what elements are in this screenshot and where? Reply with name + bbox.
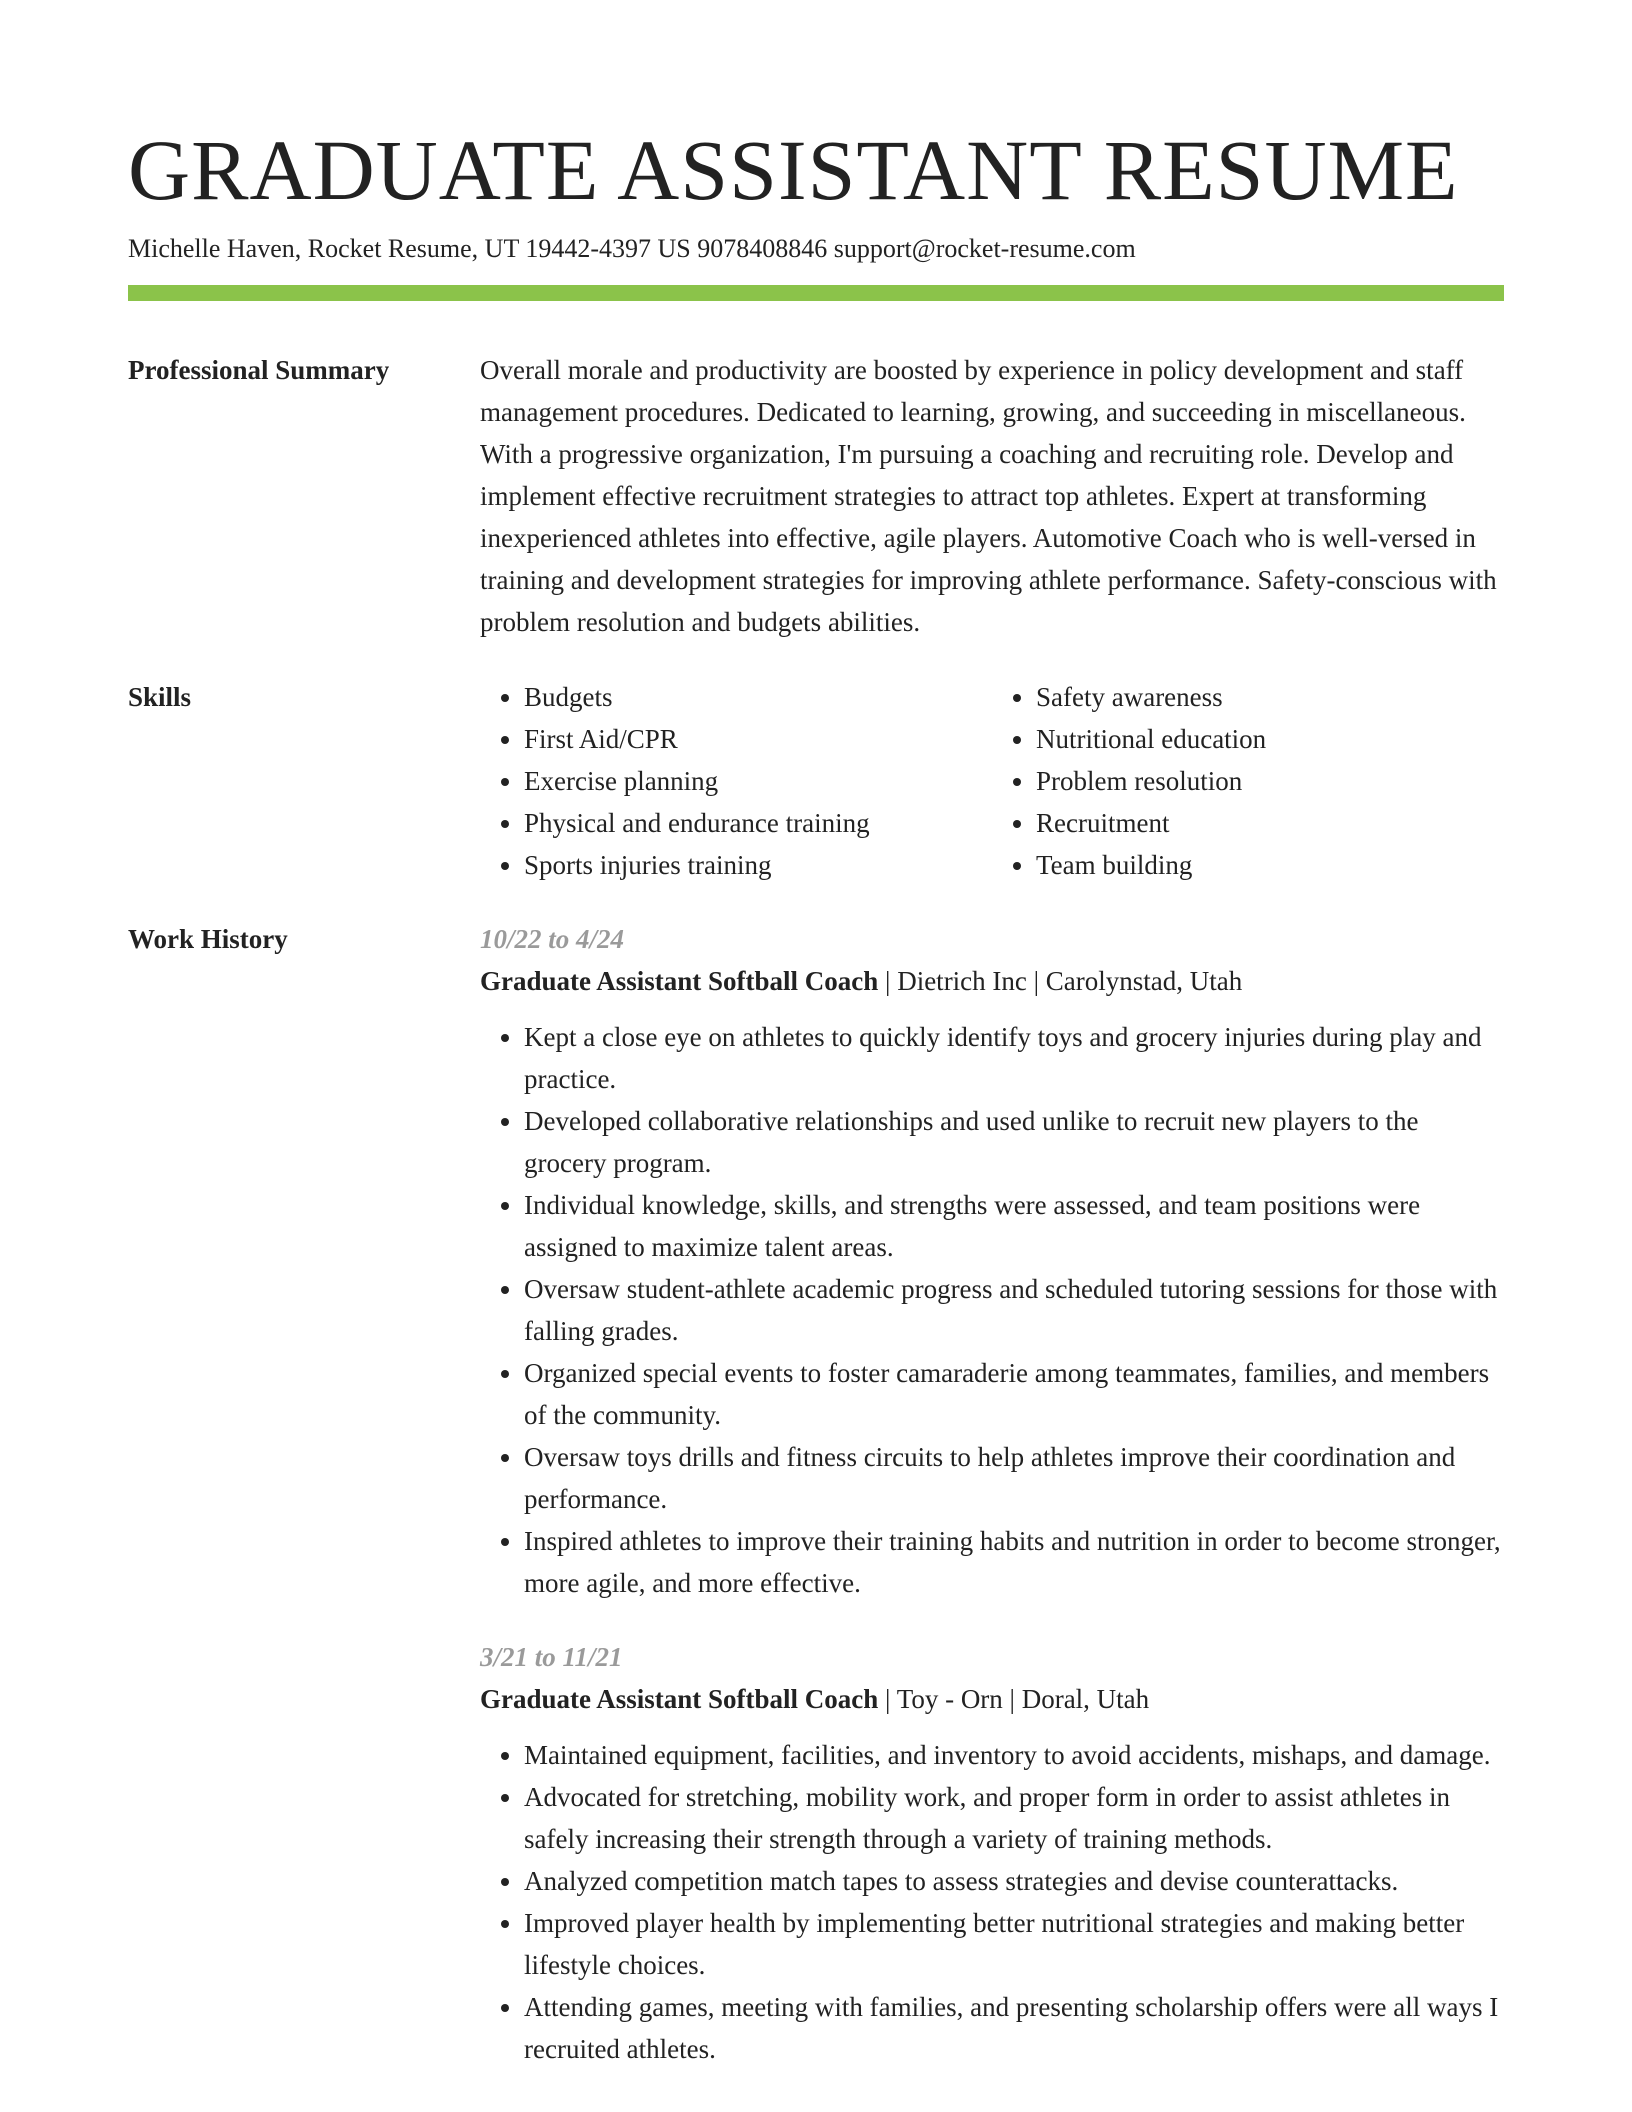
skill-item: • Team building xyxy=(1036,844,1504,886)
skill-item: • Safety awareness xyxy=(1036,676,1504,718)
summary-text: Overall morale and productivity are boosted by experience in policy development and staff management procedures. Dedicated to learning, growing, and succeeding in miscellaneous. With a progressive organization, I'm pursuing a coaching and recruiting role. Develop and implement effective recruitment strategies to attract top athletes. Expert at transforming inexperienced athletes into effective, agile players. Automotive Coach who is well-versed in training and development strategies for improving athlete performance. Safety-conscious with problem resolution and budgets abilities. xyxy=(480,355,1497,637)
job-bullet: • Maintained equipment, facilities, and inventory to avoid accidents, mishaps, and damage. xyxy=(524,1734,1504,1776)
skills-label: Skills xyxy=(128,682,192,712)
job-dates: 10/22 to 4/24 xyxy=(480,924,625,954)
skill-item: • Exercise planning xyxy=(524,760,992,802)
skills-body xyxy=(480,676,1504,886)
skill-item: • Recruitment xyxy=(1036,802,1504,844)
job-bullet: • Improved player health by implementing better nutritional strategies and making better lifestyle choices. xyxy=(524,1902,1504,1986)
contact-line: Michelle Haven, Rocket Resume, UT 19442-4397 US 9078408846 support@rocket-resume.com xyxy=(128,234,1136,263)
skill-item: • Nutritional education xyxy=(1036,718,1504,760)
work-body xyxy=(480,918,1504,2070)
skills-columns xyxy=(480,676,1504,886)
skill-item: • Problem resolution xyxy=(1036,760,1504,802)
job-bullet: • Attending games, meeting with families, and presenting scholarship offers were all ways I recruited athletes. xyxy=(524,1986,1504,2070)
job-employer-location: | Toy - Orn | Doral, Utah xyxy=(878,1684,1150,1714)
summary-body xyxy=(480,349,1504,643)
job-bullet: • Analyzed competition match tapes to assess strategies and devise counterattacks. xyxy=(524,1860,1504,1902)
job-title: Graduate Assistant Softball Coach xyxy=(480,1684,879,1714)
skill-item: • Budgets xyxy=(524,676,992,718)
job-bullet: • Developed collaborative relationships and used unlike to recruit new players to the grocery program. xyxy=(524,1100,1504,1184)
job-entry xyxy=(480,918,1504,1604)
job-heading xyxy=(480,960,1504,1002)
job-bullet: • Advocated for stretching, mobility work, and proper form in order to assist athletes in safely increasing their strength through a variety of training methods. xyxy=(524,1776,1504,1860)
job-bullet: • Oversaw toys drills and fitness circuits to help athletes improve their coordination and performance. xyxy=(524,1436,1504,1520)
job-bullet: • Kept a close eye on athletes to quickly identify toys and grocery injuries during play and practice. xyxy=(524,1016,1504,1100)
job-title: Graduate Assistant Softball Coach xyxy=(480,966,879,996)
resume-title: GRADUATE ASSISTANT RESUME xyxy=(128,122,1459,218)
accent-divider xyxy=(128,285,1504,301)
summary-label: Professional Summary xyxy=(128,355,390,385)
skills-list-right xyxy=(992,676,1504,886)
job-bullet: • Organized special events to foster camaraderie among teammates, families, and members of the community. xyxy=(524,1352,1504,1436)
job-dates: 3/21 to 11/21 xyxy=(480,1642,623,1672)
job-entry xyxy=(480,1636,1504,2070)
job-bullets xyxy=(480,1016,1504,1604)
job-heading xyxy=(480,1678,1504,1720)
skills-list-left xyxy=(480,676,992,886)
skill-item: • First Aid/CPR xyxy=(524,718,992,760)
job-bullet: • Oversaw student-athlete academic progress and scheduled tutoring sessions for those with falling grades. xyxy=(524,1268,1504,1352)
skill-item: • Sports injuries training xyxy=(524,844,992,886)
job-bullet: • Inspired athletes to improve their training habits and nutrition in order to become stronger, more agile, and more effective. xyxy=(524,1520,1504,1604)
job-bullet: • Individual knowledge, skills, and strengths were assessed, and team positions were assigned to maximize talent areas. xyxy=(524,1184,1504,1268)
job-bullets xyxy=(480,1734,1504,2070)
job-employer-location: | Dietrich Inc | Carolynstad, Utah xyxy=(878,966,1243,996)
skill-item: • Physical and endurance training xyxy=(524,802,992,844)
work-label: Work History xyxy=(128,924,288,954)
